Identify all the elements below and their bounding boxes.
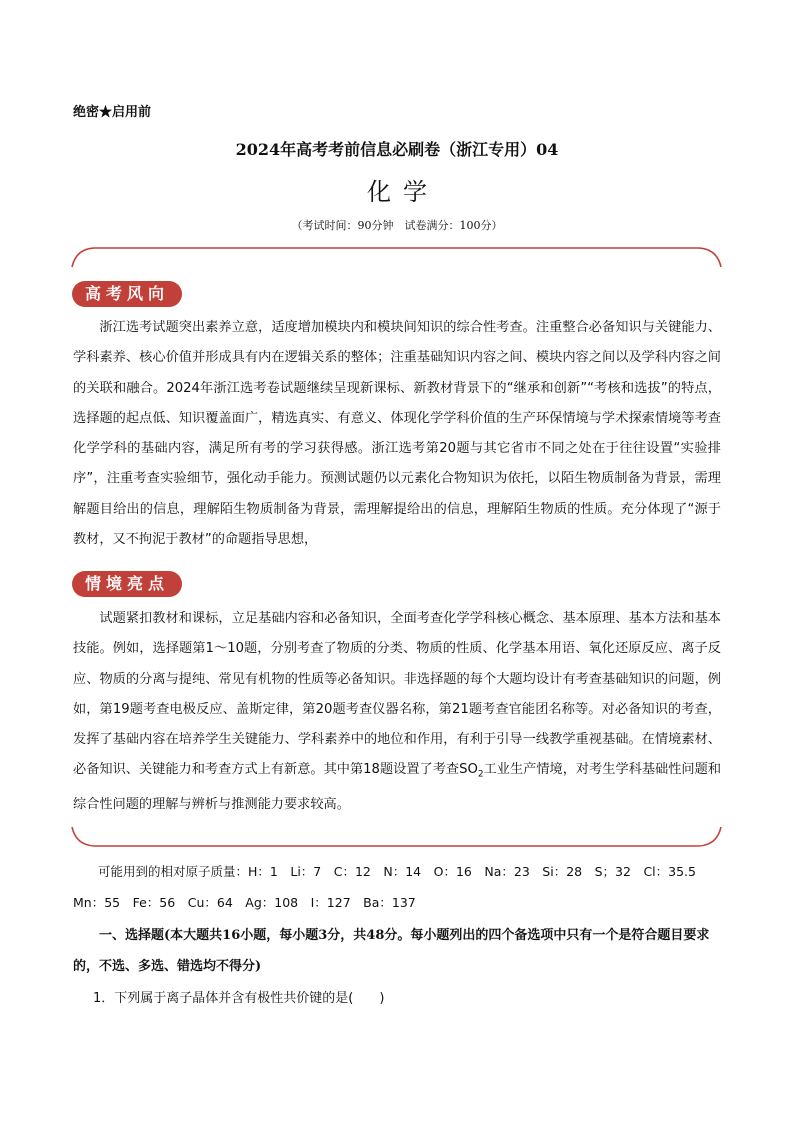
question-1: 1．下列属于离子晶体并含有极性共价键的是( ) (93, 991, 385, 1006)
highlights-text-after: 工业生产情境，对考生学科基础性问题和综合性问题的理解与辨析与推测能力要求较高。 (73, 762, 722, 813)
section-badge-trend: 高考风向 (72, 281, 182, 307)
subject-title: 化学 (367, 178, 439, 206)
section-title: 一、选择题(本大题共16小题，每小题3分，共48分。每小题列出的四个备选项中只有一个是符合题目要求的，不选、多选、错选均不得分) (73, 928, 710, 974)
exam-title: 2024年高考考前信息必刷卷（浙江专用）04 (235, 140, 559, 159)
exam-info: （考试时间：90分钟 试卷满分：100分） (291, 219, 503, 232)
formula-so2: $SO_2$ (459, 762, 484, 781)
confidential-label: 绝密★启用前 (73, 105, 152, 120)
highlights-paragraph (73, 604, 721, 821)
section-badge-highlights: 情境亮点 (72, 571, 182, 597)
trend-paragraph: 浙江选考试题突出素养立意，适度增加模块内和模块间知识的综合性考查。注重整合必备知识与关键能力、学科素养、核心价值并形成具有内在逻辑关系的整体；注重基础知识内容之间、模块内容之间以及学科内容之间的关联和融合。2024年浙江选考卷试题继续呈现新课标、新教材背景下的“继承和创新”“考核和选拔”的特点，选择题的起点低、知识覆盖面广，精选真实、有意义、体现化学学科价值的生产环保情境与学术探索情境等考查化学学科的基础内容，满足所有考的学习获得感。浙江选考第20题与其它省市不同之处在于往往设置“实验排序”，注重考查实验细节，强化动手能力。预测试题仍以元素化合物知识为依托，以陌生物质制备为背景，需理解题目给出的信息，理解陌生物质制备为背景，需理解提给出的信息，理解陌生物质的性质。充分体现了“源于教材，又不拘泥于教材”的命题指导思想， (73, 320, 721, 548)
atomic-masses: 可能用到的相对原子质量：H：1 Li：7 C：12 N：14 O：16 Na：23 Si：28 S；32 Cl：35.5 Mn：55 Fe：56 Cu：64 Ag：108 I：127 Ba：137 (73, 864, 709, 910)
highlights-text: 试题紧扣教材和课标，立足基础内容和必备知识，全面考查化学学科核心概念、基本原理、基本方法和基本技能。例如，选择题第1～10题，分别考查了物质的分类、物质的性质、化学基本用语、氧化还原反应、离子反应、物质的分离与提纯、常见有机物的性质等必备知识。非选择题的每个大题均设计有考查基础知识的问题，例如，第19题考查电极反应、盖斯定律，第20题考查仪器名称，第21题考查官能团名称等。对必备知识的考查，发挥了基础内容在培养学生关键能力、学科素养中的地位和作用，有利于引导一线教学重视基础。在情境素材、必备知识、关键能力和考查方式上有新意。其中第18题设置了考查 (73, 611, 721, 778)
